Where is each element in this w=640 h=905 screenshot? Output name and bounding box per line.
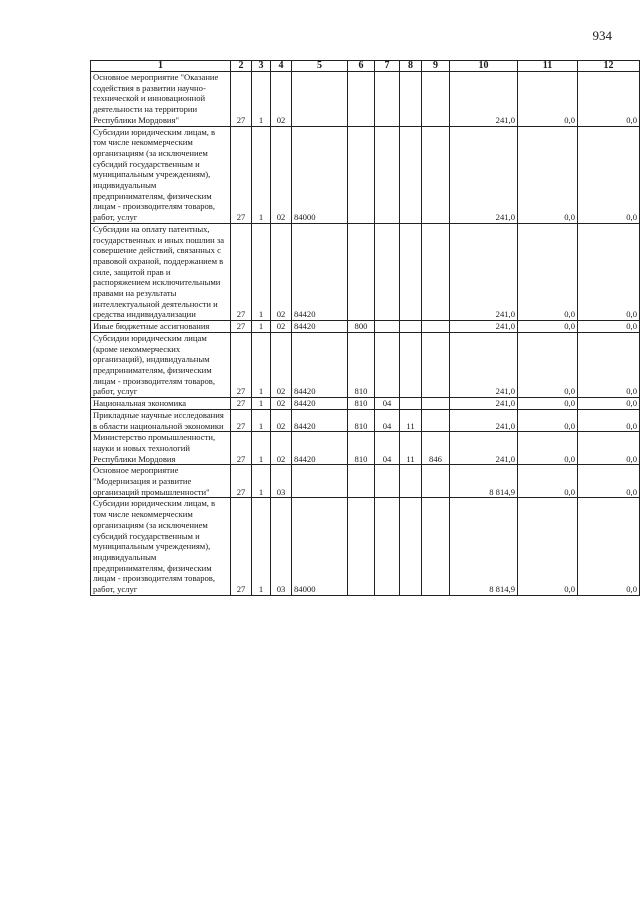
cell xyxy=(422,465,450,498)
cell: 0,0 xyxy=(578,321,640,333)
cell xyxy=(375,498,400,595)
cell: 8 814,9 xyxy=(450,465,518,498)
cell: 0,0 xyxy=(518,498,578,595)
cell xyxy=(422,398,450,410)
cell: 241,0 xyxy=(450,72,518,127)
cell xyxy=(375,332,400,397)
row-name: Субсидии юридическим лицам (кроме некоммерческих организаций), индивидуальным предпринимателям, физическим лицам - производителям товаров, работ, услуг xyxy=(91,332,231,397)
cell: 03 xyxy=(271,465,292,498)
cell xyxy=(422,332,450,397)
row-name: Основное мероприятие "Модернизация и развитие организаций промышленности" xyxy=(91,465,231,498)
cell xyxy=(375,465,400,498)
cell: 84420 xyxy=(292,432,348,465)
cell: 03 xyxy=(271,498,292,595)
row-name: Национальная экономика xyxy=(91,398,231,410)
cell: 0,0 xyxy=(518,332,578,397)
column-header: 3 xyxy=(252,61,271,72)
cell xyxy=(375,321,400,333)
table-row xyxy=(91,223,640,320)
cell: 8 814,9 xyxy=(450,498,518,595)
row-name: Субсидии юридическим лицам, в том числе некоммерческим организациям (за исключением субсидий государственным и муниципальным учреждениям), индивидуальным предпринимателям, физическим лицам - производителям товаров, работ, услуг xyxy=(91,126,231,223)
cell: 27 xyxy=(231,332,252,397)
table-row xyxy=(91,72,640,127)
cell: 02 xyxy=(271,321,292,333)
cell: 800 xyxy=(348,321,375,333)
column-header-row xyxy=(91,61,640,72)
cell: 1 xyxy=(252,321,271,333)
cell: 241,0 xyxy=(450,321,518,333)
cell: 84000 xyxy=(292,498,348,595)
row-name: Министерство промышленности, науки и новых технологий Республики Мордовия xyxy=(91,432,231,465)
cell xyxy=(422,223,450,320)
row-name: Субсидии на оплату патентных, государственных и иных пошлин за совершение действий, связанных с правовой охраной, поддержанием в силе, защитой прав и распоряжением исключительными правами на результаты интеллектуальной деятельности и средства индивидуализации xyxy=(91,223,231,320)
table-row xyxy=(91,321,640,333)
cell xyxy=(400,72,422,127)
cell: 1 xyxy=(252,409,271,431)
cell: 0,0 xyxy=(518,126,578,223)
column-header: 9 xyxy=(422,61,450,72)
cell: 0,0 xyxy=(578,223,640,320)
cell: 1 xyxy=(252,465,271,498)
cell: 1 xyxy=(252,72,271,127)
column-header: 10 xyxy=(450,61,518,72)
cell: 84420 xyxy=(292,409,348,431)
cell: 0,0 xyxy=(578,126,640,223)
cell: 0,0 xyxy=(578,332,640,397)
table-row xyxy=(91,332,640,397)
table-row xyxy=(91,409,640,431)
cell xyxy=(422,72,450,127)
cell xyxy=(400,332,422,397)
row-name: Прикладные научные исследования в области национальной экономики xyxy=(91,409,231,431)
cell: 0,0 xyxy=(578,498,640,595)
table-row xyxy=(91,126,640,223)
cell xyxy=(292,72,348,127)
cell xyxy=(422,126,450,223)
cell: 0,0 xyxy=(518,432,578,465)
cell: 0,0 xyxy=(518,409,578,431)
cell: 27 xyxy=(231,498,252,595)
column-header: 1 xyxy=(91,61,231,72)
page-number: 934 xyxy=(592,28,612,43)
table-row xyxy=(91,498,640,595)
cell: 241,0 xyxy=(450,332,518,397)
cell: 0,0 xyxy=(578,72,640,127)
column-header: 11 xyxy=(518,61,578,72)
cell: 241,0 xyxy=(450,409,518,431)
cell xyxy=(400,126,422,223)
row-name: Субсидии юридическим лицам, в том числе некоммерческим организациям (за исключением субсидий государственным и муниципальным учреждениям), индивидуальным предпринимателям, физическим лицам - производителям товаров, работ, услуг xyxy=(91,498,231,595)
cell: 27 xyxy=(231,321,252,333)
budget-table xyxy=(90,60,640,596)
cell: 04 xyxy=(375,409,400,431)
table-row xyxy=(91,398,640,410)
cell: 810 xyxy=(348,332,375,397)
cell xyxy=(400,498,422,595)
cell: 0,0 xyxy=(578,465,640,498)
cell xyxy=(375,72,400,127)
cell xyxy=(348,126,375,223)
cell: 1 xyxy=(252,223,271,320)
cell: 02 xyxy=(271,409,292,431)
row-name: Основное мероприятие "Оказание содействия в развитии научно-технической и инновационной деятельности на территории Республики Мордовия" xyxy=(91,72,231,127)
cell: 02 xyxy=(271,72,292,127)
cell xyxy=(375,223,400,320)
cell xyxy=(375,126,400,223)
column-header: 2 xyxy=(231,61,252,72)
row-name: Иные бюджетные ассигнования xyxy=(91,321,231,333)
cell: 84420 xyxy=(292,223,348,320)
cell: 810 xyxy=(348,398,375,410)
cell: 1 xyxy=(252,432,271,465)
cell: 27 xyxy=(231,465,252,498)
cell xyxy=(348,223,375,320)
cell: 02 xyxy=(271,223,292,320)
cell: 0,0 xyxy=(578,432,640,465)
cell: 0,0 xyxy=(518,321,578,333)
column-header: 4 xyxy=(271,61,292,72)
cell: 0,0 xyxy=(578,409,640,431)
cell: 241,0 xyxy=(450,432,518,465)
cell: 0,0 xyxy=(518,72,578,127)
cell: 1 xyxy=(252,332,271,397)
cell: 0,0 xyxy=(518,223,578,320)
table-row xyxy=(91,432,640,465)
column-header: 5 xyxy=(292,61,348,72)
cell: 241,0 xyxy=(450,223,518,320)
cell: 810 xyxy=(348,432,375,465)
cell xyxy=(400,465,422,498)
cell: 1 xyxy=(252,498,271,595)
cell xyxy=(348,465,375,498)
cell xyxy=(422,409,450,431)
cell: 0,0 xyxy=(578,398,640,410)
column-header: 7 xyxy=(375,61,400,72)
cell xyxy=(400,398,422,410)
cell: 1 xyxy=(252,126,271,223)
cell: 84420 xyxy=(292,398,348,410)
cell: 241,0 xyxy=(450,398,518,410)
cell: 84420 xyxy=(292,332,348,397)
cell: 810 xyxy=(348,409,375,431)
cell: 241,0 xyxy=(450,126,518,223)
cell: 0,0 xyxy=(518,398,578,410)
cell xyxy=(422,321,450,333)
column-header: 12 xyxy=(578,61,640,72)
cell xyxy=(400,223,422,320)
cell: 27 xyxy=(231,72,252,127)
cell: 84000 xyxy=(292,126,348,223)
cell: 04 xyxy=(375,398,400,410)
cell: 27 xyxy=(231,409,252,431)
cell: 846 xyxy=(422,432,450,465)
cell: 04 xyxy=(375,432,400,465)
cell: 0,0 xyxy=(518,465,578,498)
column-header: 8 xyxy=(400,61,422,72)
cell: 02 xyxy=(271,126,292,223)
cell: 27 xyxy=(231,398,252,410)
cell: 11 xyxy=(400,409,422,431)
cell: 27 xyxy=(231,223,252,320)
cell xyxy=(422,498,450,595)
cell: 02 xyxy=(271,398,292,410)
cell xyxy=(400,321,422,333)
cell: 27 xyxy=(231,432,252,465)
cell xyxy=(348,498,375,595)
cell: 27 xyxy=(231,126,252,223)
table-row xyxy=(91,465,640,498)
cell: 02 xyxy=(271,332,292,397)
cell: 11 xyxy=(400,432,422,465)
cell xyxy=(348,72,375,127)
cell: 1 xyxy=(252,398,271,410)
cell xyxy=(292,465,348,498)
cell: 02 xyxy=(271,432,292,465)
column-header: 6 xyxy=(348,61,375,72)
cell: 84420 xyxy=(292,321,348,333)
